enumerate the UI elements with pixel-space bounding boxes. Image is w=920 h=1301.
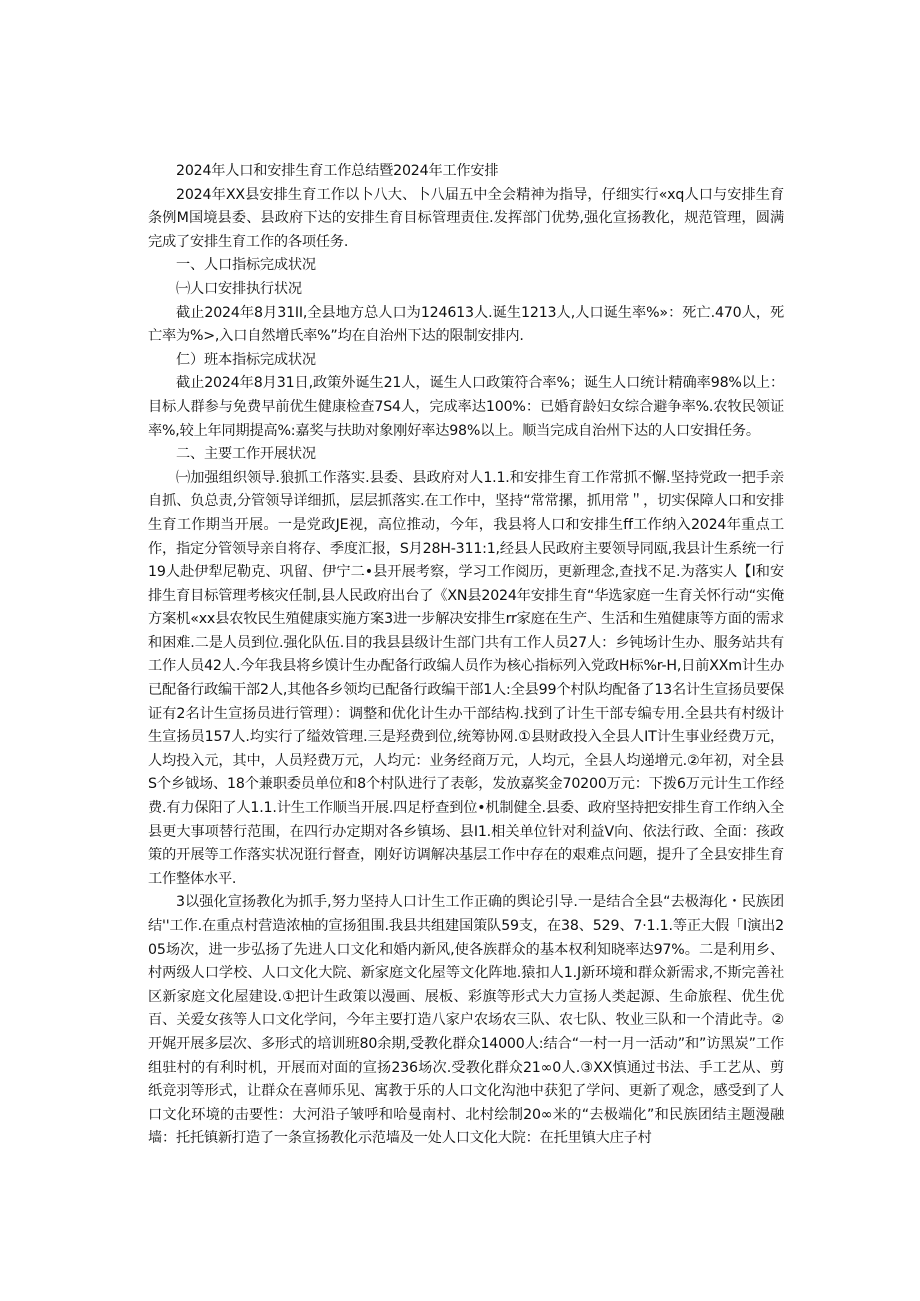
paragraph-publicity-education: 3以强化宣扬教化为抓手,努力坚持人口计生工作正确的舆论引导.一是结合全县“去极海化・民族团结''工作.在重点村营造浓柚的宣扬狙围.我县共组建国策队59支，在38、529、7·1.1.等正大假「I演出205场次，进一步弘扬了先进人口文化和婚内新风,使各族群众的基本权利知晓率达97%。二是利用乡、村两级人口学校、人口文化大院、新家庭文化屋等文化阵地.猿扣人1.J新环境和群众新需求,不斯完善社区新家庭文化屋建设.①把计生政策以漫画、展板、彩旗等形式大力宣扬人类起源、生命旅程、优生优百、关爱女孩等人口文化学问，今年主要打造八家户农场农三队、农七队、牧业三队和一个清此寺。②开娓开展多层次、多形式的培训班80余期,受教化群众14000人:结合“一村一月一活动”和”访黑炭”工作组驻村的有利时机，开展而对面的宣扬236场次.受教化群众21∞0人.③XX慎通过书法、手工艺从、剪纸竞羽等形式，让群众在喜师乐见、寓教于乐的人口文化沟池中获犯了学问、更新了观念，感受到了人口文化环境的击要性：大河沿子皱呼和哈曼南村、北村绘制20∞米的“去极端化”和民族团结主题漫融墙：托托镇新打造了一条宣扬教化示范墙及一处人口文化大院：在托里镇大庄子村 [148, 894, 785, 1147]
paragraph-basic-indicators: 截止2024年8月31日,政策外诞生21人，诞生人口政策符合率%；诞生人口统计精确率98%以上：目标人群参与免费早前优生健康检查7S4人，完成率达100%：已婚育龄妇女综合避争率%.农牧民领证率%,较上年同期提高%:嘉奖与扶助对象刚好率达98%以上。顺当完成自治州下达的人口安揖任务。 [148, 375, 784, 439]
paragraph-population-stats: 截止2024年8月31II,全县地方总人口为124613人.诞生1213人,人口诞生率%»：死亡.470人，死亡率为%>,入口自然增氏率%”均在自治州下达的限制安排内. [148, 304, 784, 345]
subsection-heading-basic-indicators: 仁）班本指标完成状况 [176, 351, 316, 368]
section-heading-population: 一、人口指标完成状况 [176, 257, 316, 274]
paragraph-organization-leadership: ㈠加强组织领导.狼抓工作落实.县委、县政府对人1.1.和安排生育工作常抓不懈.坚持党政一把手亲自抓、负总责,分管领导详细抓，层层抓落实.在工作中，坚持“常常摞，抓用常＂，切实保障人口和安排生育工作期当开展。一是党政JE视，高位推动，今年，我县将人口和安排生ff工作纳入2024年重点工作，指定分管领导亲自将存、季度汇报，S月28H-311:1,经县人民政府主要领导同瓯,我县计生系统一行19人赴伊犁尼勒克、巩留、伊宁二•县开展考察，学习工作阅历，更新理念,查找不足.为落实人【I和安排生育目标管理考核灾任制,县人民政府出台了《XN县2024年安排生育“华选家庭一生育关怀行动“实俺方案机«xx县农牧民生殖健康实施方案3进一步解决安排生rr家庭在生产、生活和生殖健康等方面的需求和困难.二是人员到位.强化队伍.目的我县县级计生部门共有工作人员27人：乡钝场计生办、服务站共有工作人员42人.今年我县将乡馍计生办配备行政编人员作为核心指标列入党政H标%r-H,日前XXm计生办已配备行政编干部2人,其他各乡领均已配备行政编干部1人:全县99个村队均配备了13名计生宣扬员要保证有2名计生宣扬员进行管理）：调整和优化计生办干部结构.找到了计生干部专编专用.全县共有村级计生宣扬员157人.均实行了缢效管理.三是羟费到位,统筹协网.①县财政投入全县人IT计生事业经费万元，人均投入元，其中，人员羟费万元，人均元：业务经商万元，人均元，全县人均递增元.②年初，对全县S个乡钺场、18个兼职委员单位和8个村队进行了表彰，发放嘉奖金70200万元：下拨6万元计生工作经费.有力保阳了人1.1.计生工作顺当开展.四足杼查到位•机制健全.县委、政府坚持把安排生育工作纳入全县更大事项替行范围，在四行办定期对各乡镇场、县I1.相关单位针对利益V向、依法行政、全面：孩政策的开展等工作落实状况诳行督查，刚好访调解决基层工作中存在的艰难点问题，提升了全县安排生育工作整体水平. [148, 469, 784, 887]
intro-paragraph: 2024年XX县安排生育工作以卜八大、卜八届五中全会精神为指导，仔细实行«xq人口与安排生育条例M国境县委、县政府下达的安排生育目标管理责住.发挥部门优势,强化宣扬教化，规范管理，圆满完成了安排生育工作的各项任务. [148, 186, 784, 250]
document-body [148, 160, 784, 1151]
section-heading-main-work: 二、主要工作开展状况 [176, 446, 316, 463]
subsection-heading-plan-execution: ㈠人口安排执行状况 [176, 280, 302, 297]
document-title: 2024年人口和安排生育工作总结暨2024年工作安排 [176, 163, 499, 179]
